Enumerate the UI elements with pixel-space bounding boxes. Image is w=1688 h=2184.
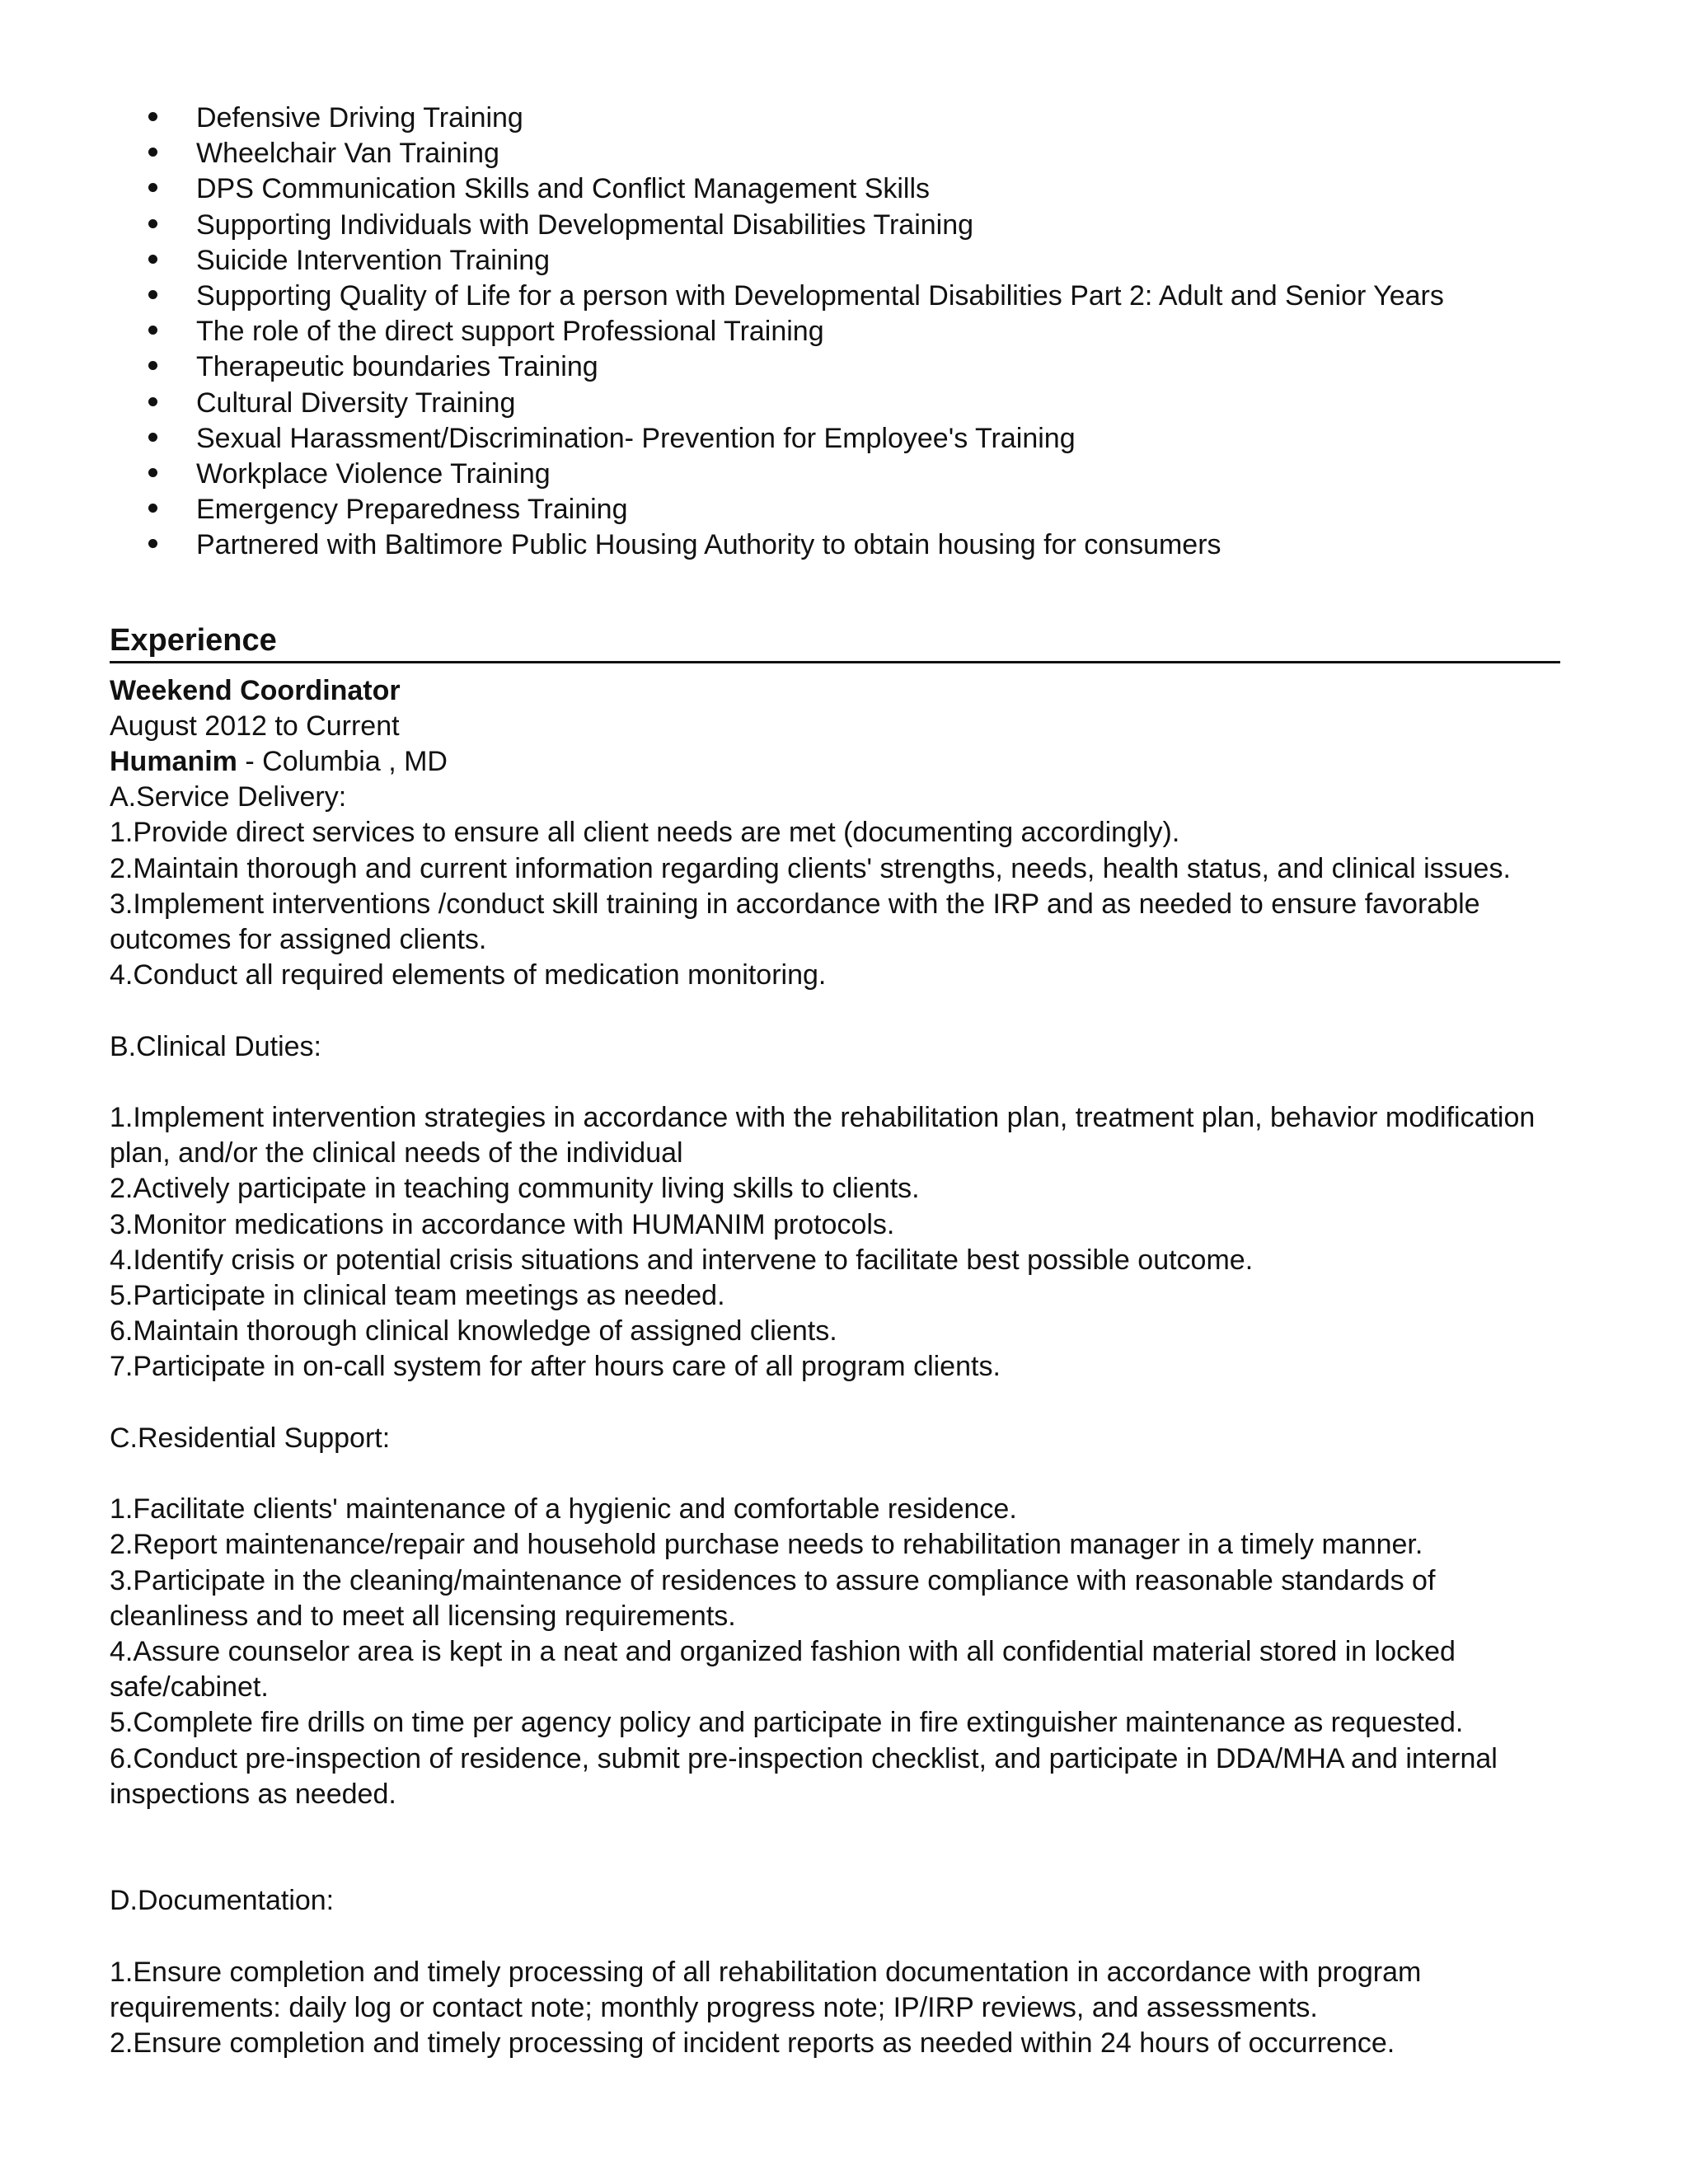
service-delivery-item: 1.Provide direct services to ensure all client needs are met (documenting accordingly).	[110, 817, 1180, 849]
spacer	[110, 993, 1560, 1029]
bullet-icon	[148, 539, 157, 548]
training-item: Supporting Quality of Life for a person with Developmental Disabilities Part 2: Adult and Senior Years	[110, 279, 1560, 314]
experience-heading: Experience	[110, 621, 1560, 663]
bullet-icon	[148, 183, 157, 192]
spacer	[110, 1385, 1560, 1421]
residential-support-item: 2.Report maintenance/repair and household purchase needs to rehabilitation manager in a timely manner.	[110, 1529, 1423, 1561]
clinical-duties-item: 4.Identify crisis or potential crisis situations and intervene to facilitate best possible outcome.	[110, 1244, 1254, 1276]
clinical-duties-item: 1.Implement intervention strategies in accordance with the rehabilitation plan, treatment plan, behavior modification plan, and/or the clinical needs of the individual	[110, 1102, 1536, 1169]
company-name: Humanim	[110, 746, 237, 778]
bullet-icon	[148, 361, 157, 370]
training-item: Cultural Diversity Training	[110, 386, 1560, 421]
bullet-icon	[148, 219, 157, 228]
spacer	[110, 1456, 1560, 1492]
training-item: Defensive Driving Training	[110, 101, 1560, 136]
service-delivery-item: 3.Implement interventions /conduct skill training in accordance with the IRP and as needed to ensure favorable outcomes for assigned clients.	[110, 888, 1480, 956]
clinical-duties-item: 7.Participate in on-call system for after hours care of all program clients.	[110, 1351, 1001, 1383]
bullet-icon	[148, 468, 157, 477]
residential-support-item: 4.Assure counselor area is kept in a neat and organized fashion with all confidential material stored in locked safe/cabinet.	[110, 1636, 1456, 1704]
training-item: Partnered with Baltimore Public Housing Authority to obtain housing for consumers	[110, 527, 1560, 563]
job-title: Weekend Coordinator	[110, 674, 401, 706]
job-dates: August 2012 to Current	[110, 710, 400, 742]
residential-support-item: 6.Conduct pre-inspection of residence, submit pre-inspection checklist, and participate in DDA/MHA and internal inspections as needed.	[110, 1742, 1498, 1810]
company-location: - Columbia , MD	[237, 746, 448, 778]
training-item: Sexual Harassment/Discrimination- Prevention for Employee's Training	[110, 421, 1560, 457]
bullet-icon	[148, 326, 157, 335]
residential-support-item: 1.Facilitate clients' maintenance of a hygienic and comfortable residence.	[110, 1493, 1017, 1526]
training-item: Therapeutic boundaries Training	[110, 349, 1560, 385]
training-item: Supporting Individuals with Developmental Disabilities Training	[110, 208, 1560, 243]
service-delivery-item: 4.Conduct all required elements of medication monitoring.	[110, 959, 827, 991]
training-item: Suicide Intervention Training	[110, 243, 1560, 279]
spacer	[110, 1065, 1560, 1100]
training-item: Emergency Preparedness Training	[110, 492, 1560, 527]
residential-support-item: 5.Complete fire drills on time per agency policy and participate in fire extinguisher maintenance as requested.	[110, 1707, 1464, 1739]
clinical-duties-item: 6.Maintain thorough clinical knowledge of assigned clients.	[110, 1315, 837, 1347]
service-delivery-heading: A.Service Delivery:	[110, 781, 347, 813]
training-item: Wheelchair Van Training	[110, 136, 1560, 171]
documentation-heading: D.Documentation:	[110, 1885, 335, 1917]
documentation-item: 2.Ensure completion and timely processing of incident reports as needed within 24 hours of occurrence.	[110, 2027, 1395, 2060]
training-item: Workplace Violence Training	[110, 457, 1560, 492]
bullet-icon	[148, 148, 157, 157]
bullet-icon	[148, 112, 157, 121]
spacer	[110, 1812, 1560, 1883]
resume-page	[110, 101, 1560, 2061]
job-employer	[110, 744, 1560, 780]
training-item: The role of the direct support Professional Training	[110, 314, 1560, 349]
clinical-duties-item: 2.Actively participate in teaching community living skills to clients.	[110, 1173, 920, 1205]
bullet-icon	[148, 504, 157, 513]
clinical-duties-item: 5.Participate in clinical team meetings as needed.	[110, 1280, 725, 1312]
spacer	[110, 1919, 1560, 1955]
clinical-duties-heading: B.Clinical Duties:	[110, 1030, 321, 1062]
service-delivery-item: 2.Maintain thorough and current information regarding clients' strengths, needs, health status, and clinical issues.	[110, 852, 1511, 884]
bullet-icon	[148, 290, 157, 299]
residential-support-item: 3.Participate in the cleaning/maintenance of residences to assure compliance with reasonable standards of cleanliness and to meet all licensing requirements.	[110, 1564, 1436, 1632]
bullet-icon	[148, 397, 157, 406]
clinical-duties-item: 3.Monitor medications in accordance with HUMANIM protocols.	[110, 1208, 895, 1240]
training-item: DPS Communication Skills and Conflict Management Skills	[110, 171, 1560, 207]
documentation-item: 1.Ensure completion and timely processing of all rehabilitation documentation in accordance with program requirements: daily log or contact note; monthly progress note; IP/IRP reviews, and assessments.	[110, 1956, 1422, 2024]
bullet-icon	[148, 255, 157, 264]
training-list	[110, 101, 1560, 564]
residential-support-heading: C.Residential Support:	[110, 1422, 391, 1454]
bullet-icon	[148, 433, 157, 442]
